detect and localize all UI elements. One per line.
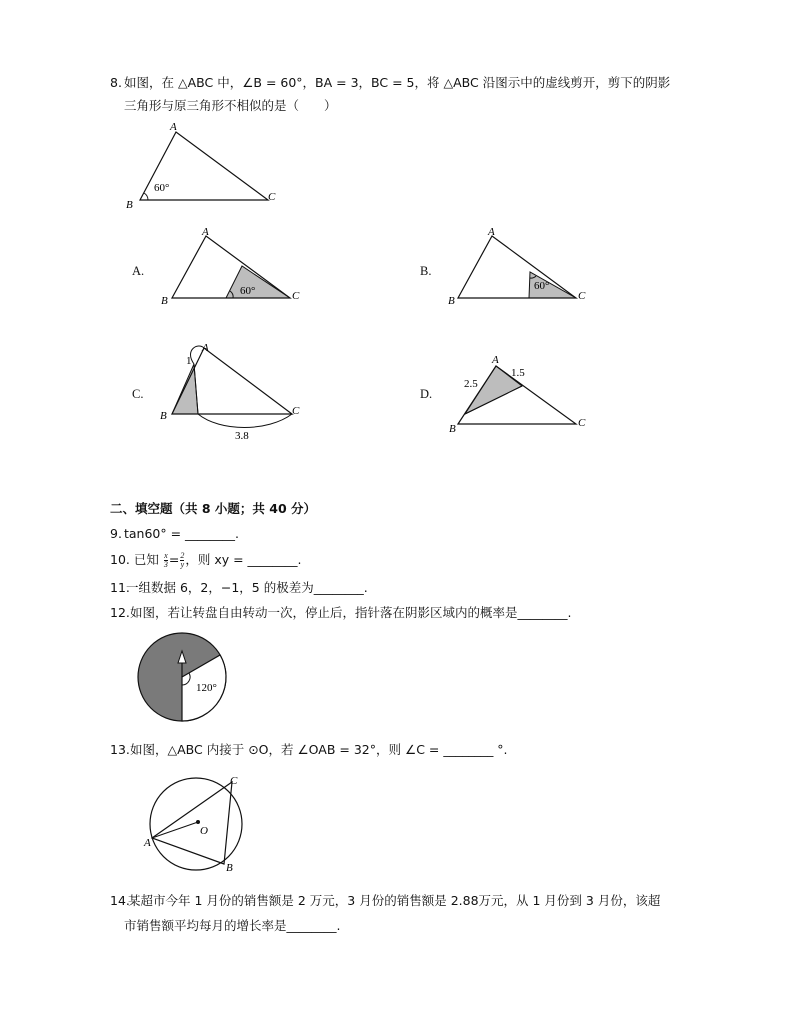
q14-number: 14. — [110, 893, 130, 908]
segment-right-label: 1.5 — [511, 367, 525, 379]
vertex-b: B — [226, 862, 233, 874]
q10-fraction-2: $\frac{2}{y}$ — [180, 551, 185, 569]
segment-oa — [152, 822, 198, 838]
q9-text: tan60° = ________. — [124, 526, 240, 541]
spinner-figure — [132, 629, 232, 725]
vertex-b: B — [161, 295, 168, 307]
q8-main-triangle-figure — [118, 118, 288, 213]
vertex-c: C — [230, 775, 238, 787]
angle-label: 60° — [154, 182, 170, 194]
vertex-c: C — [292, 405, 300, 417]
segment-bottom-label: 3.8 — [235, 430, 249, 442]
vertex-c: C — [578, 290, 586, 302]
q9-number: 9. — [110, 526, 122, 541]
option-d-label[interactable]: D. — [420, 387, 433, 401]
angle-label: 60° — [534, 280, 550, 292]
shaded-triangle — [226, 266, 290, 298]
vertex-a: A — [488, 226, 495, 238]
vertex-a: A — [202, 342, 209, 354]
option-c-label[interactable]: C. — [132, 387, 144, 401]
center-o-dot — [196, 820, 200, 824]
option-d-figure[interactable] — [446, 350, 596, 435]
option-a-label[interactable]: A. — [132, 264, 145, 278]
section-title: 二、填空题（共 8 小题；共 40 分） — [110, 501, 317, 516]
vertex-b: B — [448, 295, 455, 307]
vertex-b: B — [126, 199, 133, 211]
option-c-figure[interactable] — [158, 340, 308, 445]
vertex-c: C — [292, 290, 300, 302]
option-b-figure[interactable] — [446, 226, 596, 308]
angle-label: 120° — [196, 682, 217, 694]
triangle-abc — [152, 782, 232, 864]
segment-left-label: 2.5 — [464, 378, 478, 390]
q12-text: 如图，若让转盘自由转动一次，停止后，指针落在阴影区域内的概率是________. — [130, 605, 572, 620]
vertex-a: A — [170, 121, 177, 133]
vertex-c: C — [268, 191, 276, 203]
circle-triangle-figure — [140, 772, 252, 876]
q10-equals: = — [168, 552, 180, 567]
q8-number: 8. — [110, 75, 122, 90]
q8-line2: 三角形与原三角形不相似的是（ ） — [124, 98, 337, 113]
option-a-figure[interactable] — [158, 226, 308, 308]
q10-number: 10. — [110, 552, 130, 567]
q13-number: 13. — [110, 742, 130, 757]
q14-line2: 市销售额平均每月的增长率是________. — [124, 918, 341, 933]
angle-label: 60° — [240, 285, 256, 297]
vertex-b: B — [449, 423, 456, 435]
brace-bottom — [198, 414, 292, 428]
q14-line1: 某超市今年 1 月份的销售额是 2 万元，3 月份的销售额是 2.88万元，从 1 月份到 3 月份，该超 — [128, 893, 661, 908]
center-o: O — [200, 825, 208, 837]
vertex-b: B — [160, 410, 167, 422]
q10-row — [110, 551, 302, 569]
vertex-a: A — [144, 837, 151, 849]
q11-text: 一组数据 6，2，−1，5 的极差为________. — [126, 580, 368, 595]
option-b-label[interactable]: B. — [420, 264, 432, 278]
angle-arc-b — [144, 193, 148, 200]
q13-text: 如图，△ABC 内接于 ⊙O，若 ∠OAB = 32°，则 ∠C = ________ °. — [130, 742, 508, 757]
q10-suffix: ，则 xy = ________. — [185, 552, 302, 567]
segment-top-label: 1 — [186, 355, 192, 367]
q10-prefix: 已知 — [133, 552, 159, 567]
q12-number: 12. — [110, 605, 130, 620]
vertex-a: A — [492, 354, 499, 366]
vertex-c: C — [578, 417, 586, 429]
vertex-a: A — [202, 226, 209, 238]
q10-fraction-1: $\frac{x}{3}$ — [163, 551, 168, 569]
q8-line1: 如图，在 △ABC 中，∠B = 60°，BA = 3，BC = 5，将 △ABC 沿图示中的虚线剪开，剪下的阴影 — [124, 75, 671, 90]
q11-number: 11. — [110, 580, 130, 595]
